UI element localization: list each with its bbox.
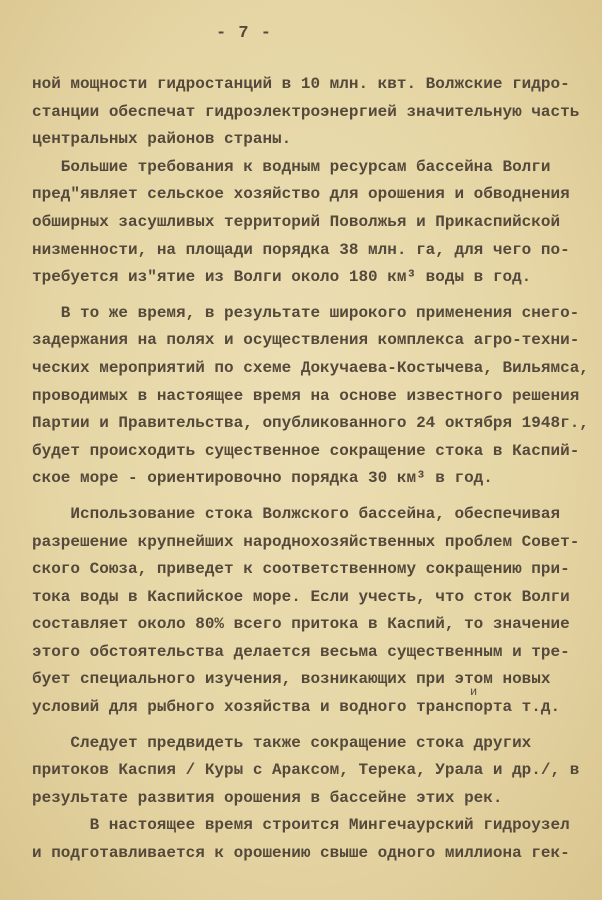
paragraph (32, 812, 597, 867)
text-line: и подготавливается к орошению свыше одного миллиона гек- (32, 844, 570, 863)
text-line: центральных районов страны. (32, 130, 292, 149)
text-line: требуется из"ятие из Волги около 180 км³ воды в год. (32, 268, 532, 287)
text-line: В настоящее время строится Мингечаурский гидроузел (89, 816, 570, 835)
paragraph (32, 730, 597, 813)
text-line: тока воды в Каспийское море. Если учесть, что сток Волги (32, 587, 570, 606)
text-line: условий для рыбного хозяйства и водного транспорта т.д. (32, 698, 561, 717)
text-line: ческих мероприятий по схеме Докучаева-Костычева, Вильямса, (32, 358, 589, 377)
text-line: результате развития орошения в бассейне этих рек. (32, 788, 503, 807)
text-line: ной мощности гидростанций в 10 млн. квт. Волжские гидро- (32, 75, 570, 93)
paragraph (32, 154, 597, 292)
document-body (32, 71, 597, 868)
text-line: разрешение крупнейших народнохозяйственных проблем Совет- (32, 532, 580, 551)
text-line: Партии и Правительства, опубликованного 24 октября 1948г., (32, 414, 589, 433)
text-line: В то же время, в результате широкого применения снего- (60, 303, 580, 322)
text-line: Использование стока Волжского бассейна, обеспечивая (70, 504, 561, 523)
text-line: притоков Каспия / Куры с Араксом, Терека, Урала и др./, в (32, 761, 580, 780)
text-line: проводимых в настоящее время на основе известного решения (32, 386, 580, 405)
page-number: - 7 - (216, 24, 273, 43)
text-line: низменности, на площади порядка 38 млн. га, для чего по- (32, 240, 570, 259)
text-line: пред"являет сельское хозяйство для орошения и обводнения (32, 185, 570, 204)
paragraph (32, 71, 597, 154)
text-line: Следует предвидеть также сокращение стока других (70, 733, 532, 752)
text-line: составляет около 80% всего притока в Каспий, то значение (32, 615, 570, 634)
text-line: ского Союза, приведет к соответственному сокращению при- (32, 560, 570, 579)
text-line: ское море - ориентировочно порядка 30 км³ в год. (32, 469, 493, 488)
text-line: станции обеспечат гидроэлектроэнергией значительную часть (32, 102, 580, 121)
text-line: обширных засушливых территорий Поволжья и Прикаспийской (32, 212, 561, 231)
text-line: этого обстоятельства делается весьма существенным и тре- (32, 642, 570, 661)
text-line: задержания на полях и осуществления комплекса агро-техни- (32, 331, 580, 350)
inserted-word: и (470, 685, 478, 699)
paragraph (32, 300, 597, 493)
text-line: будет происходить существенное сокращение стока в Каспий- (32, 441, 580, 460)
text-line: бует специального изучения, возникающих при этом новых (32, 670, 551, 689)
text-line: Большие требования к водным ресурсам бассейна Волги (60, 157, 551, 176)
paragraph (32, 501, 597, 722)
